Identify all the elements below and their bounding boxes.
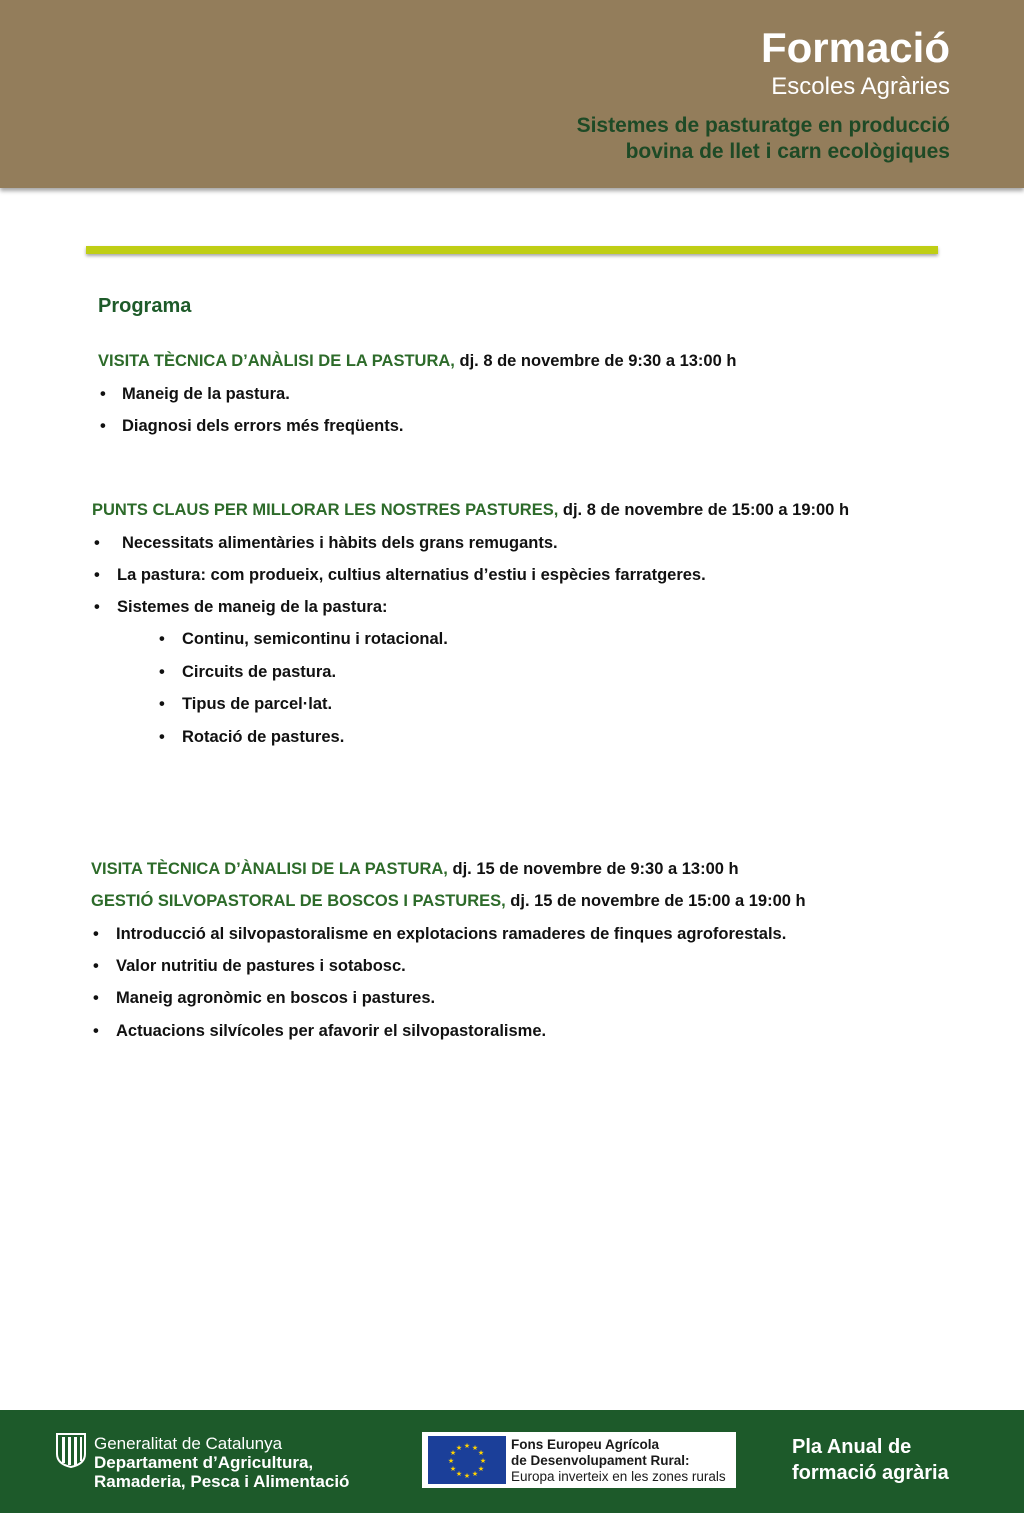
bullet: • [100,385,106,403]
list-item: Maneig agronòmic en boscos i pastures. [116,989,436,1007]
svg-text:★: ★ [463,1472,471,1480]
section1-date: dj. 8 de novembre de 9:30 a 13:00 h [454,352,737,370]
eu-line1: Fons Europeu Agrícola [511,1437,660,1452]
bullet: • [93,925,99,943]
svg-text:★: ★ [455,1470,463,1478]
svg-text:★: ★ [449,1449,457,1457]
course-title [577,113,950,165]
department-line2: Ramaderia, Pesca i Alimentació [94,1472,350,1491]
bullet: • [93,957,99,975]
list-item: Sistemes de maneig de la pastura: [117,598,388,616]
section3-header [91,858,739,880]
program-heading: Programa [98,295,192,317]
svg-text:★: ★ [477,1449,485,1457]
section1-title: VISITA TÈCNICA D’ANÀLISI DE LA PASTURA, [98,352,455,370]
bullet: • [159,663,165,681]
svg-text:★: ★ [471,1444,479,1452]
bullet: • [93,1022,99,1040]
divider-rule [86,246,938,254]
course-title-line1: Sistemes de pasturatge en producció [576,114,950,137]
generalitat-logo-icon [55,1432,87,1468]
bullet: • [159,695,165,713]
generalitat-text [94,1434,349,1491]
header-banner [0,0,1024,188]
sub-list-item: Continu, semicontinu i rotacional. [182,630,448,648]
bullet: • [159,728,165,746]
list-item: Valor nutritiu de pastures i sotabosc. [116,957,406,975]
eu-line2: de Desenvolupament Rural: [511,1453,690,1468]
list-item: Maneig de la pastura. [122,385,290,403]
bullet: • [159,630,165,648]
pla-line2: formació agrària [792,1462,949,1484]
eu-flag-icon [428,1436,506,1484]
section4-date: dj. 15 de novembre de 15:00 a 19:00 h [505,892,806,910]
footer-bar [0,1410,1024,1513]
eu-line3: Europa inverteix en les zones rurals [511,1469,726,1484]
header-title: Formació [760,24,950,71]
sub-list-item: Tipus de parcel·lat. [182,695,333,713]
list-item: La pastura: com produeix, cultius alternatius d’estiu i espècies farratgeres. [117,566,706,584]
bullet: • [93,989,99,1007]
svg-text:★: ★ [479,1457,487,1465]
sub-list-item: Circuits de pastura. [182,663,337,681]
section1-header [98,350,736,372]
section4-title: GESTIÓ SILVOPASTORAL DE BOSCOS I PASTURES, [91,892,506,910]
svg-text:★: ★ [463,1442,471,1450]
list-item: Necessitats alimentàries i hàbits dels grans remugants. [122,534,558,552]
list-item: Actuacions silvícoles per afavorir el silvopastoralisme. [116,1022,547,1040]
section2-date: dj. 8 de novembre de 15:00 a 19:00 h [558,501,850,519]
list-item: Introducció al silvopastoralisme en explotacions ramaderes de finques agroforestals. [116,925,787,943]
eu-feader-text [511,1437,726,1485]
svg-text:★: ★ [449,1465,457,1473]
generalitat-name: Generalitat de Catalunya [94,1434,283,1453]
svg-text:★: ★ [471,1470,479,1478]
course-title-line2: bovina de llet i carn ecològiques [625,140,950,163]
section2-header [92,499,849,521]
section3-title: VISITA TÈCNICA D’ÀNALISI DE LA PASTURA, [91,860,448,878]
svg-text:★: ★ [477,1465,485,1473]
bullet: • [94,566,100,584]
list-item: Diagnosi dels errors més freqüents. [122,417,404,435]
section3-date: dj. 15 de novembre de 9:30 a 13:00 h [447,860,739,878]
svg-text:★: ★ [447,1457,455,1465]
section2-title: PUNTS CLAUS PER MILLORAR LES NOSTRES PASTURES, [92,501,559,519]
bullet: • [94,534,100,552]
pla-line1: Pla Anual de [792,1436,912,1458]
eu-feader-box [422,1432,736,1488]
bullet: • [94,598,100,616]
header-subtitle: Escoles Agràries [771,73,950,100]
section4-header [91,890,806,912]
bullet: • [100,417,106,435]
svg-text:★: ★ [455,1444,463,1452]
pla-anual-text [792,1434,949,1486]
department-line1: Departament d’Agricultura, [94,1453,314,1472]
sub-list-item: Rotació de pastures. [182,728,345,746]
